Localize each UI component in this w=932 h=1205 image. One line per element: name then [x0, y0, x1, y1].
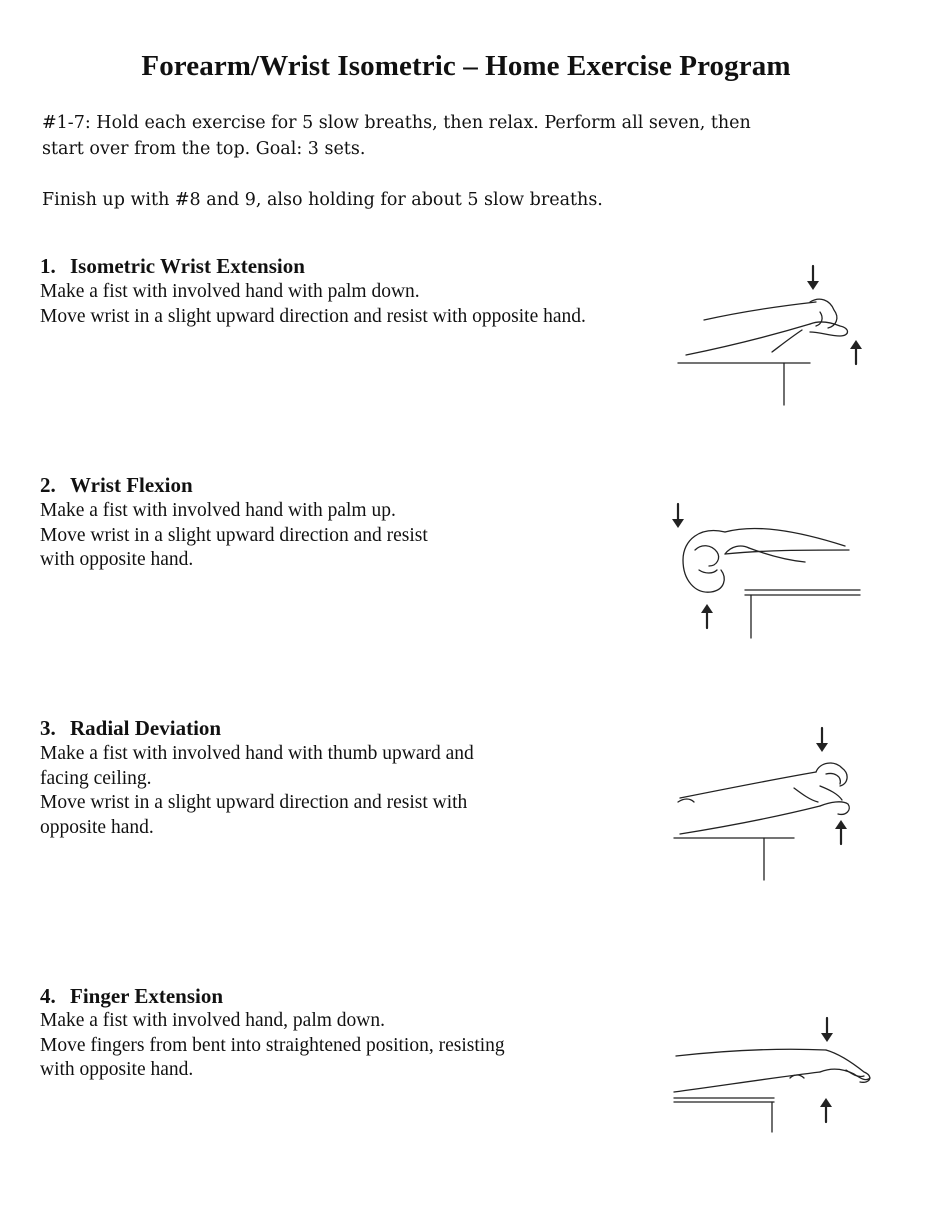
exercise-4-heading	[40, 984, 223, 1009]
exercise-3-name: Radial Deviation	[70, 716, 222, 740]
exercise-3-line-2: facing ceiling.	[40, 767, 152, 789]
exercise-1-description	[40, 280, 586, 329]
intro-line-1: #1-7: Hold each exercise for 5 slow breaths, then relax. Perform all seven, then	[42, 113, 751, 133]
exercise-2-name: Wrist Flexion	[70, 473, 193, 497]
wrist-extension-illustration-icon	[670, 260, 870, 410]
finger-extension-illustration-icon	[670, 1012, 880, 1137]
page-title: Forearm/Wrist Isometric – Home Exercise Program	[141, 50, 791, 82]
exercise-3-heading	[40, 716, 221, 741]
exercise-3-number: 3.	[40, 716, 56, 740]
exercise-1-number: 1.	[40, 254, 56, 278]
exercise-2-description	[40, 499, 428, 573]
exercise-1-name: Isometric Wrist Extension	[70, 254, 305, 278]
exercise-1-line-1: Make a fist with involved hand with palm down.	[40, 281, 420, 302]
exercise-2-number: 2.	[40, 473, 56, 497]
exercise-2-line-1: Make a fist with involved hand with palm up.	[40, 500, 396, 521]
exercise-4-description	[40, 1009, 505, 1083]
intro-finish: Finish up with #8 and 9, also holding for about 5 slow breaths.	[42, 190, 603, 210]
wrist-flexion-illustration-icon	[665, 500, 865, 640]
intro-line-2: start over from the top. Goal: 3 sets.	[42, 139, 366, 159]
exercise-4-number: 4.	[40, 984, 56, 1008]
intro-instructions	[42, 110, 802, 162]
exercise-4-name: Finger Extension	[70, 984, 224, 1008]
exercise-2-line-3: with opposite hand.	[40, 549, 194, 570]
exercise-3-description	[40, 742, 474, 840]
exercise-4-line-2: Move fingers from bent into straightened position, resisting	[40, 1034, 505, 1056]
exercise-2-heading	[40, 473, 193, 498]
radial-deviation-illustration-icon	[670, 722, 870, 882]
exercise-3-line-3: Move wrist in a slight upward direction and resist with	[40, 792, 468, 813]
exercise-3-line-4: opposite hand.	[40, 816, 154, 838]
exercise-4-line-1: Make a fist with involved hand, palm down.	[40, 1010, 385, 1031]
exercise-4-line-3: with opposite hand.	[40, 1059, 194, 1080]
exercise-1-line-2: Move wrist in a slight upward direction and resist with opposite hand.	[40, 305, 586, 327]
exercise-3-line-1: Make a fist with involved hand with thumb upward and	[40, 743, 474, 764]
exercise-2-line-2: Move wrist in a slight upward direction and resist	[40, 524, 428, 546]
exercise-1-heading	[40, 254, 305, 279]
